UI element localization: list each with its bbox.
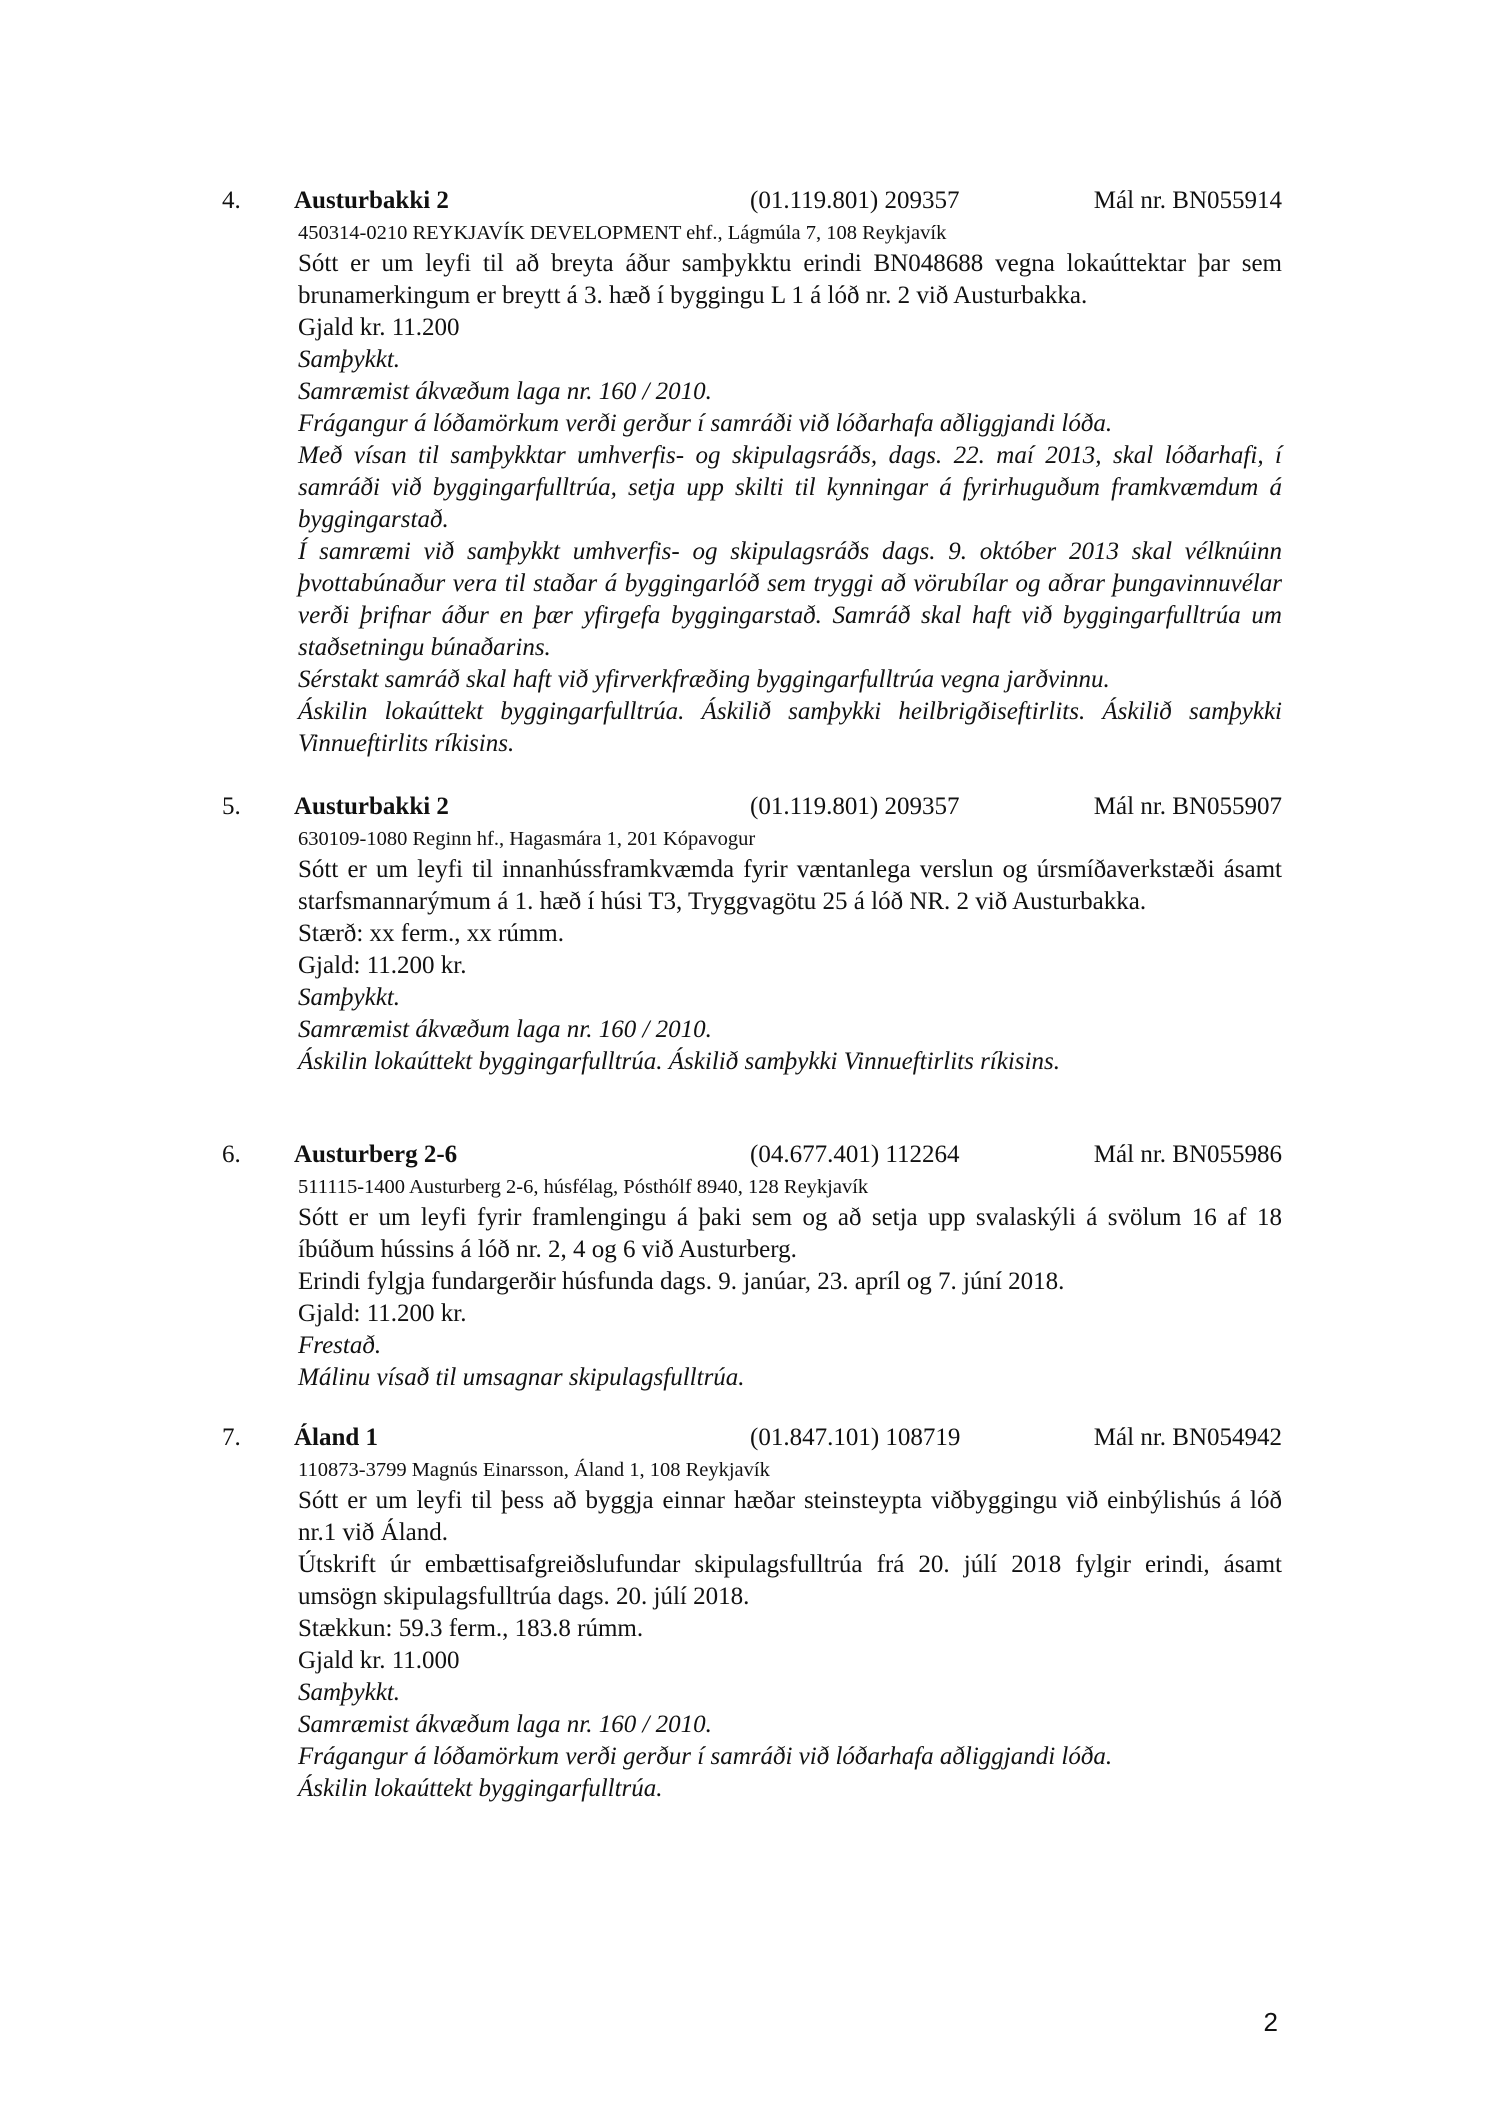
case-paragraph: Sótt er um leyfi til þess að byggja einnar hæðar steinsteypta viðbyggingu við einbýlishús á lóð nr.1 við Áland. bbox=[298, 1487, 1282, 1546]
case-body bbox=[298, 1202, 1282, 1394]
case-number: 7. bbox=[222, 1424, 241, 1451]
case-header bbox=[222, 1421, 1282, 1455]
case-applicant: 110873-3799 Magnús Einarsson, Áland 1, 108 Reykjavík bbox=[298, 1459, 770, 1481]
case-paragraph: Í samræmi við samþykkt umhverfis- og skipulagsráðs dags. 9. október 2013 skal vélknúinn þvottabúnaður vera til staðar á byggingarlóð sem tryggi að vörubílar og aðrar þungavinnuvélar verði þrifnar áður en þær yfirgefa byggingarstað. Samráð skal haft við byggingarfulltrúa um staðsetningu búnaðarins. bbox=[298, 538, 1282, 661]
case-body bbox=[298, 1485, 1282, 1805]
case-address: Austurbakki 2 bbox=[294, 793, 449, 820]
case-land-number: (04.677.401) 112264 bbox=[750, 1141, 960, 1168]
case-paragraph: Gjald kr. 11.000 bbox=[298, 1647, 460, 1674]
case-paragraph: Sótt er um leyfi fyrir framlengingu á þaki sem og að setja upp svalaskýli á svölum 16 af 18 íbúðum hússins á lóð nr. 2, 4 og 6 við Austurberg. bbox=[298, 1204, 1282, 1263]
case-header bbox=[222, 184, 1282, 218]
case-decision: Samþykkt. bbox=[298, 346, 401, 373]
case-applicant: 450314-0210 REYKJAVÍK DEVELOPMENT ehf., Lágmúla 7, 108 Reykjavík bbox=[298, 222, 947, 244]
case-header bbox=[222, 1138, 1282, 1172]
case-applicant: 630109-1080 Reginn hf., Hagasmára 1, 201 Kópavogur bbox=[298, 828, 756, 850]
case-item bbox=[222, 184, 1282, 760]
case-decision: Frestað. bbox=[298, 1332, 382, 1359]
case-paragraph: Sótt er um leyfi til að breyta áður samþykktu erindi BN048688 vegna lokaúttektar þar sem brunamerkingum er breytt á 3. hæð í byggingu L 1 á lóð nr. 2 við Austurbakka. bbox=[298, 250, 1282, 309]
case-number: 4. bbox=[222, 187, 241, 214]
case-paragraph: Samræmist ákvæðum laga nr. 160 / 2010. bbox=[298, 378, 712, 405]
case-body bbox=[298, 248, 1282, 760]
case-header bbox=[222, 790, 1282, 824]
case-land-number: (01.119.801) 209357 bbox=[750, 187, 960, 214]
case-paragraph: Frágangur á lóðamörkum verði gerður í samráði við lóðarhafa aðliggjandi lóða. bbox=[298, 410, 1113, 437]
case-address: Áland 1 bbox=[294, 1424, 379, 1451]
case-paragraph: Stækkun: 59.3 ferm., 183.8 rúmm. bbox=[298, 1615, 644, 1642]
case-body bbox=[298, 854, 1282, 1078]
case-paragraph: Áskilin lokaúttekt byggingarfulltrúa. Áskilið samþykki heilbrigðiseftirlits. Áskilið samþykki Vinnueftirlits ríkisins. bbox=[298, 698, 1282, 757]
case-paragraph: Áskilin lokaúttekt byggingarfulltrúa. Áskilið samþykki Vinnueftirlits ríkisins. bbox=[298, 1048, 1060, 1075]
case-paragraph: Áskilin lokaúttekt byggingarfulltrúa. bbox=[298, 1775, 663, 1802]
case-file-number: Mál nr. BN055986 bbox=[1093, 1141, 1282, 1168]
case-number: 6. bbox=[222, 1141, 241, 1168]
case-number: 5. bbox=[222, 793, 241, 820]
case-decision: Samþykkt. bbox=[298, 1679, 401, 1706]
case-paragraph: Útskrift úr embættisafgreiðslufundar skipulagsfulltrúa frá 20. júlí 2018 fylgir erindi, ásamt umsögn skipulagsfulltrúa dags. 20. júlí 2018. bbox=[298, 1551, 1282, 1610]
case-paragraph: Með vísan til samþykktar umhverfis- og skipulagsráðs, dags. 22. maí 2013, skal lóðarhafi, í samráði við byggingarfulltrúa, setja upp skilti til kynningar á fyrirhuguðum framkvæmdum á byggingarstað. bbox=[298, 442, 1282, 533]
case-paragraph: Gjald kr. 11.200 bbox=[298, 314, 460, 341]
case-land-number: (01.847.101) 108719 bbox=[750, 1424, 961, 1451]
case-applicant: 511115-1400 Austurberg 2-6, húsfélag, Pósthólf 8940, 128 Reykjavík bbox=[298, 1176, 869, 1198]
case-paragraph: Samræmist ákvæðum laga nr. 160 / 2010. bbox=[298, 1711, 712, 1738]
case-item bbox=[222, 790, 1282, 1078]
page-number: 2 bbox=[1263, 2007, 1278, 2037]
case-paragraph: Samræmist ákvæðum laga nr. 160 / 2010. bbox=[298, 1016, 712, 1043]
case-item bbox=[222, 1421, 1282, 1805]
case-paragraph: Gjald: 11.200 kr. bbox=[298, 952, 467, 979]
case-paragraph: Frágangur á lóðamörkum verði gerður í samráði við lóðarhafa aðliggjandi lóða. bbox=[298, 1743, 1113, 1770]
case-address: Austurbakki 2 bbox=[294, 187, 449, 214]
case-paragraph: Sérstakt samráð skal haft við yfirverkfræðing byggingarfulltrúa vegna jarðvinnu. bbox=[298, 666, 1110, 693]
case-file-number: Mál nr. BN055907 bbox=[1093, 793, 1282, 820]
case-paragraph: Erindi fylgja fundargerðir húsfunda dags. 9. janúar, 23. apríl og 7. júní 2018. bbox=[298, 1268, 1065, 1295]
case-file-number: Mál nr. BN054942 bbox=[1093, 1424, 1282, 1451]
case-decision: Samþykkt. bbox=[298, 984, 401, 1011]
case-paragraph: Gjald: 11.200 kr. bbox=[298, 1300, 467, 1327]
case-file-number: Mál nr. BN055914 bbox=[1093, 187, 1282, 214]
case-paragraph: Sótt er um leyfi til innanhússframkvæmda fyrir væntanlega verslun og úrsmíðaverkstæði ásamt starfsmannarýmum á 1. hæð í húsi T3, Tryggvagötu 25 á lóð NR. 2 við Austurbakka. bbox=[298, 856, 1282, 915]
case-land-number: (01.119.801) 209357 bbox=[750, 793, 960, 820]
case-paragraph: Stærð: xx ferm., xx rúmm. bbox=[298, 920, 564, 947]
case-paragraph: Málinu vísað til umsagnar skipulagsfulltrúa. bbox=[298, 1364, 745, 1391]
case-address: Austurberg 2-6 bbox=[294, 1141, 458, 1168]
case-item bbox=[222, 1138, 1282, 1394]
